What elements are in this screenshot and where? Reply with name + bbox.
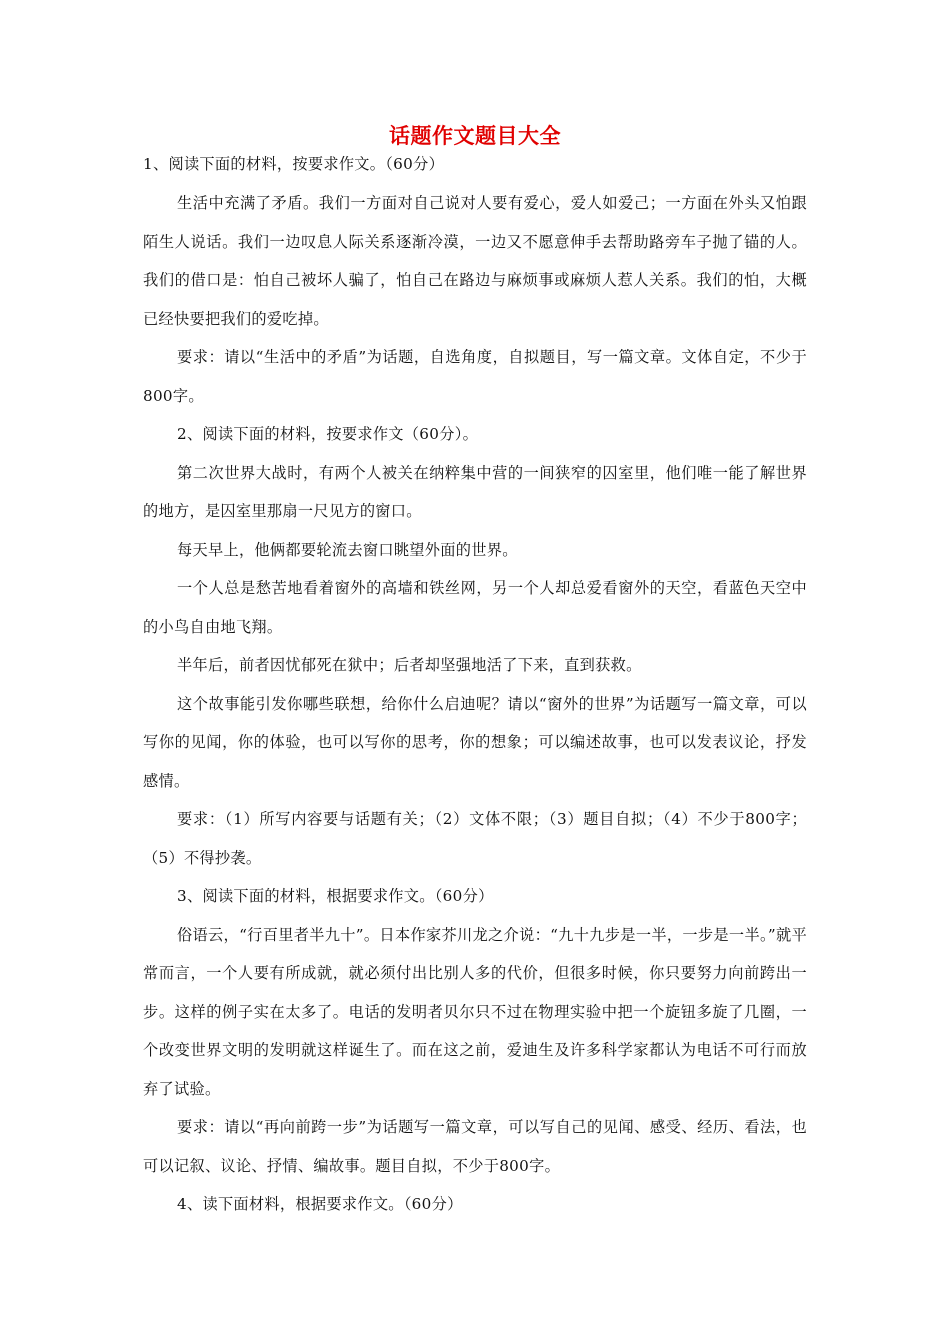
paragraph-5: 第二次世界大战时，有两个人被关在纳粹集中营的一间狭窄的囚室里，他们唯一能了解世界的地方，是囚室里那扇一尺见方的窗口。 — [143, 463, 807, 520]
paragraph-10: 要求：（1）所写内容要与话题有关；（2）文体不限；（3）题目自拟；（4）不少于800字；（5）不得抄袭。 — [143, 810, 807, 867]
paragraph-14: 4、读下面材料，根据要求作文。（60分） — [177, 1195, 463, 1213]
paragraph-11: 3、阅读下面的材料，根据要求作文。（60分） — [177, 887, 494, 905]
paragraph-6: 每天早上，他俩都要轮流去窗口眺望外面的世界。 — [177, 540, 518, 559]
paragraph-7: 一个人总是愁苦地看着窗外的高墙和铁丝网，另一个人却总爱看窗外的天空，看蓝色天空中的小鸟自由地飞翔。 — [143, 579, 807, 636]
document-page — [143, 118, 807, 1224]
paragraph-9: 这个故事能引发你哪些联想，给你什么启迪呢？请以“窗外的世界”为话题写一篇文章，可以写你的见闻，你的体验，也可以写你的思考，你的想象；可以编述故事，也可以发表议论，抒发感情。 — [143, 694, 807, 790]
paragraph-8: 半年后，前者因忧郁死在狱中；后者却坚强地活了下来，直到获救。 — [177, 656, 642, 674]
paragraph-4: 2、阅读下面的材料，按要求作文（60分）。 — [177, 425, 479, 443]
paragraph-3: 要求：请以“生活中的矛盾”为话题，自选角度，自拟题目，写一篇文章。文体自定，不少于800字。 — [143, 348, 807, 405]
document-title: 话题作文题目大全 — [389, 124, 561, 148]
paragraph-13: 要求：请以“再向前跨一步”为话题写一篇文章，可以写自己的见闻、感受、经历、看法，也可以记叙、议论、抒情、编故事。题目自拟，不少于800字。 — [143, 1118, 807, 1175]
paragraph-12: 俗语云，“行百里者半九十”。日本作家芥川龙之介说：“九十九步是一半，一步是一半。”就平常而言，一个人要有所成就，就必须付出比别人多的代价，但很多时候，你只要努力向前跨出一步。这样的例子实在太多了。电话的发明者贝尔只不过在物理实验中把一个旋钮多旋了几圈，一个改变世界文明的发明就这样诞生了。而在这之前，爱迪生及许多科学家都认为电话不可行而放弃了试验。 — [143, 925, 807, 1098]
paragraph-2: 生活中充满了矛盾。我们一方面对自己说对人要有爱心，爱人如爱己；一方面在外头又怕跟陌生人说话。我们一边叹息人际关系逐渐冷漠，一边又不愿意伸手去帮助路旁车子抛了锚的人。我们的借口是：怕自己被坏人骗了，怕自己在路边与麻烦事或麻烦人惹人关系。我们的怕，大概已经快要把我们的爱吃掉。 — [143, 194, 807, 328]
paragraph-1: 1、阅读下面的材料，按要求作文。（60分） — [143, 155, 445, 173]
